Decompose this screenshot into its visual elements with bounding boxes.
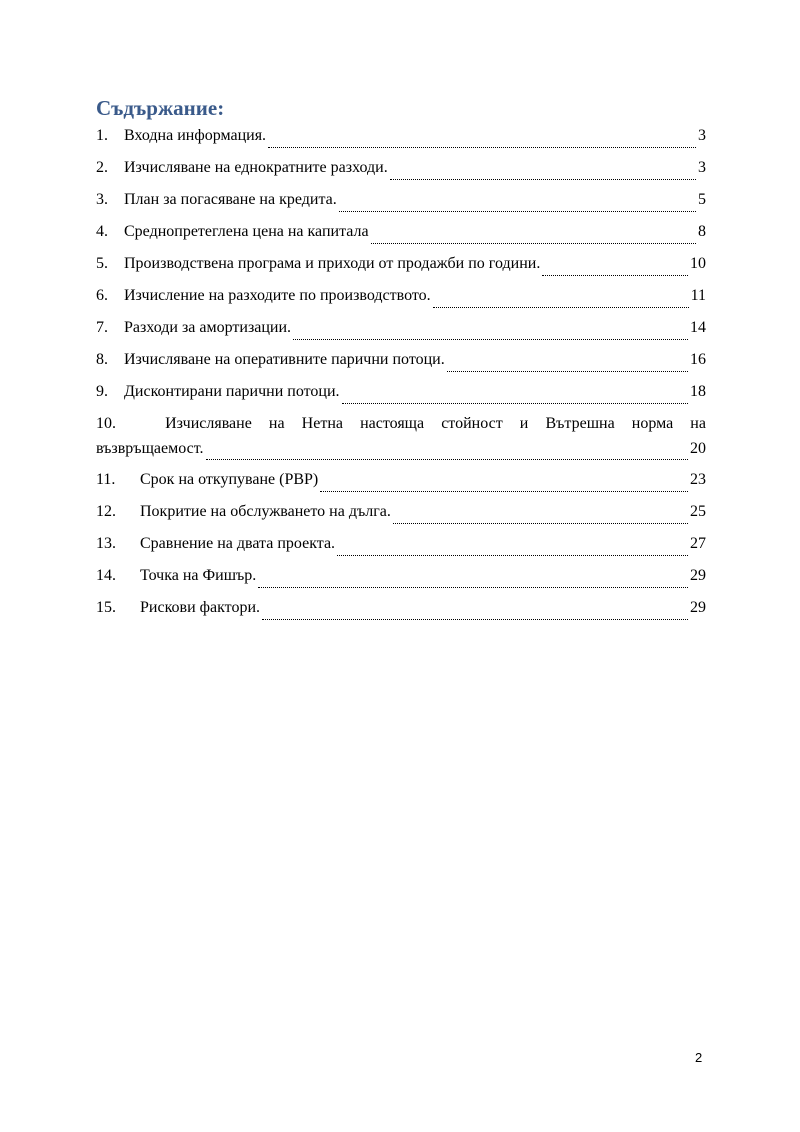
toc-entry-page: 3 xyxy=(698,127,706,144)
toc-word: норма xyxy=(631,415,674,432)
toc-leader-dots xyxy=(337,554,688,556)
toc-entry-text: Точка на Фишър. xyxy=(140,567,257,584)
toc-entry-page: 11 xyxy=(690,287,706,304)
toc-title: Съдържание: xyxy=(96,96,225,120)
toc-entry-number: 14. xyxy=(96,567,116,584)
toc-entry[interactable] xyxy=(96,346,706,378)
toc-entry-number: 13. xyxy=(96,535,116,552)
toc-entry-text: Разходи за амортизации. xyxy=(124,319,292,336)
toc-entry-text: Срок на откупуване (PBP) xyxy=(140,471,319,488)
toc-entry-number: 8. xyxy=(96,351,108,368)
toc-leader-dots xyxy=(206,458,688,460)
toc-word: на xyxy=(690,415,706,432)
toc-leader-dots xyxy=(268,146,696,148)
toc-entry[interactable] xyxy=(96,594,706,626)
toc-entry-second-line xyxy=(96,436,706,466)
toc-entry[interactable] xyxy=(96,250,706,282)
toc-entry-number: 3. xyxy=(96,191,108,208)
toc-leader-dots xyxy=(262,618,688,620)
toc-leader-dots xyxy=(542,274,688,276)
toc-leader-dots xyxy=(258,586,688,588)
page-number: 2 xyxy=(695,1050,703,1065)
toc-entry[interactable] xyxy=(96,378,706,410)
toc-entry-text: възвръщаемост. xyxy=(96,440,204,457)
toc-leader-dots xyxy=(447,370,688,372)
toc-entry-number: 12. xyxy=(96,503,116,520)
toc-entry[interactable] xyxy=(96,218,706,250)
toc-entry-page: 16 xyxy=(690,351,706,368)
toc-leader-dots xyxy=(371,242,696,244)
toc-entry[interactable] xyxy=(96,498,706,530)
toc-entry-page: 29 xyxy=(690,567,706,584)
toc-entry-text: Среднопретеглена цена на капитала xyxy=(124,223,369,240)
toc-entry-page: 8 xyxy=(698,223,706,240)
toc-entry-number: 9. xyxy=(96,383,108,400)
toc-word: Вътрешна xyxy=(545,415,615,432)
toc-entry[interactable] xyxy=(96,154,706,186)
toc-list xyxy=(96,122,706,626)
toc-leader-dots xyxy=(433,306,689,308)
toc-entry-page: 3 xyxy=(698,159,706,176)
toc-entry-text: Производствена програма и приходи от продажби по години. xyxy=(124,255,541,272)
toc-entry[interactable] xyxy=(96,282,706,314)
toc-entry-number: 4. xyxy=(96,223,108,240)
toc-leader-dots xyxy=(339,210,696,212)
toc-entry-text: Рискови фактори. xyxy=(140,599,261,616)
toc-entry-page: 14 xyxy=(690,319,706,336)
toc-entry-number: 1. xyxy=(96,127,108,144)
toc-entry-number: 15. xyxy=(96,599,116,616)
toc-entry-text: Покритие на обслужването на дълга. xyxy=(140,503,391,520)
toc-entry-page: 5 xyxy=(698,191,706,208)
toc-entry[interactable] xyxy=(96,186,706,218)
toc-leader-dots xyxy=(390,178,696,180)
toc-entry-page: 10 xyxy=(690,255,706,272)
toc-entry-text: Сравнение на двата проекта. xyxy=(140,535,336,552)
toc-entry-number: 2. xyxy=(96,159,108,176)
toc-leader-dots xyxy=(393,522,688,524)
toc-entry[interactable] xyxy=(96,466,706,498)
toc-entry-number: 5. xyxy=(96,255,108,272)
toc-entry-text: Изчисляване на еднократните разходи. xyxy=(124,159,388,176)
toc-word: Нетна xyxy=(301,415,343,432)
toc-entry-text: Дисконтирани парични потоци. xyxy=(124,383,340,400)
toc-entry[interactable] xyxy=(96,314,706,346)
toc-word: стойност xyxy=(441,415,503,432)
toc-entry-number: 7. xyxy=(96,319,108,336)
toc-entry-page: 25 xyxy=(690,503,706,520)
toc-entry-text: Входна информация. xyxy=(124,127,267,144)
toc-leader-dots xyxy=(320,490,688,492)
toc-entry-text: Изчисление на разходите по производството. xyxy=(124,287,431,304)
toc-entry-text: Изчисляване на оперативните парични потоци. xyxy=(124,351,445,368)
toc-entry-page: 20 xyxy=(690,440,706,457)
toc-word: на xyxy=(268,415,285,432)
toc-entry-page: 27 xyxy=(690,535,706,552)
toc-entry-first-line xyxy=(96,412,706,436)
toc-entry-page: 18 xyxy=(690,383,706,400)
toc-entry-text: План за погасяване на кредита. xyxy=(124,191,337,208)
toc-entry[interactable] xyxy=(96,122,706,154)
toc-word: настояща xyxy=(360,415,425,432)
toc-entry-number: 11. xyxy=(96,471,116,488)
toc-entry-page: 23 xyxy=(690,471,706,488)
toc-word: Изчисляване xyxy=(165,415,252,432)
toc-entry[interactable] xyxy=(96,562,706,594)
toc-entry-number: 10. xyxy=(96,415,116,432)
toc-entry-page: 29 xyxy=(690,599,706,616)
toc-leader-dots xyxy=(293,338,688,340)
toc-leader-dots xyxy=(342,402,688,404)
toc-entry[interactable] xyxy=(96,412,706,466)
toc-word: и xyxy=(519,415,529,432)
toc-entry[interactable] xyxy=(96,530,706,562)
toc-entry-number: 6. xyxy=(96,287,108,304)
